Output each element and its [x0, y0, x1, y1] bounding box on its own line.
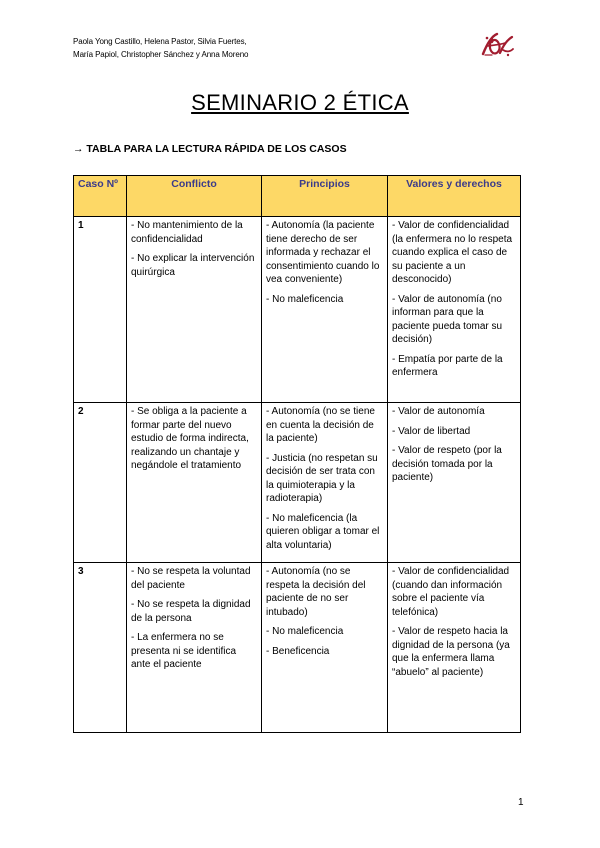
cell-entry: - Beneficencia — [266, 645, 330, 657]
cell-entry: - No mantenimiento de la confidencialidad — [131, 220, 243, 245]
cell-entry: - Autonomía (no se tiene en cuenta la decisión de la paciente) — [266, 406, 375, 444]
authors-line-2: María Papiol, Christopher Sánchez y Anna Moreno — [73, 50, 249, 59]
conflicto-cell — [127, 563, 262, 733]
cell-entry: - Autonomía (no se respeta la decisión del paciente de no ser intubado) — [266, 566, 366, 618]
cell-entry: - No maleficencia (la quieren obligar a tomar el alta voluntaria) — [266, 512, 380, 551]
cell-entry: - Valor de libertad — [392, 425, 471, 437]
page-number: 1 — [518, 797, 524, 808]
authors-block — [73, 35, 333, 61]
cell-entry: - No se respeta la dignidad de la persona — [131, 599, 251, 624]
cell-entry: - Valor de respeto hacia la dignidad de la persona (ya que la enfermera llama “abuelo” al paciente) — [392, 626, 510, 678]
table-row — [74, 217, 521, 403]
column-header-valores: Valores y derechos — [388, 176, 521, 217]
case-number: 1 — [74, 217, 127, 403]
conflicto-cell — [127, 403, 262, 563]
cell-entry: - Valor de autonomía — [392, 406, 485, 417]
table-row — [74, 403, 521, 563]
principios-cell — [262, 563, 388, 733]
principios-cell — [262, 403, 388, 563]
cell-entry: - No explicar la intervención quirúrgica — [131, 253, 255, 278]
table-row — [74, 563, 521, 733]
case-number: 3 — [74, 563, 127, 733]
cell-entry: - Autonomía (la paciente tiene derecho de ser informada y rechazar el consentimiento cuando lo vea conveniente) — [266, 220, 380, 285]
cell-entry: - No maleficencia — [266, 293, 344, 305]
valores-cell — [388, 403, 521, 563]
cases-table — [73, 175, 521, 733]
valores-cell — [388, 217, 521, 403]
cell-entry: - Justicia (no respetan su decisión de ser trata con la quimioterapia y la radioterapia) — [266, 452, 378, 504]
column-header-principios: Principios — [262, 176, 388, 217]
cell-entry: - Se obliga a la paciente a formar parte del nuevo estudio de forma indirecta, realizando un chantaje y negándole el tratamiento — [131, 406, 249, 471]
table-header-row — [74, 176, 521, 217]
university-crest-icon — [479, 30, 515, 58]
valores-cell — [388, 563, 521, 733]
cell-entry: - No maleficencia — [266, 626, 344, 637]
cell-entry: - Valor de confidencialidad (la enfermera no lo respeta cuando explica el caso de su paciente a un desconocido) — [392, 220, 513, 285]
authors-line-1: Paola Yong Castillo, Helena Pastor, Silvia Fuertes, — [73, 37, 247, 46]
cell-entry: - Valor de autonomía (no informan para que la paciente pueda tomar su decisión) — [392, 293, 503, 345]
column-header-conflicto: Conflicto — [127, 176, 262, 217]
case-number: 2 — [74, 403, 127, 563]
cell-entry: - La enfermera no se presenta ni se identifica ante el paciente — [131, 632, 237, 670]
conflicto-cell — [127, 217, 262, 403]
page-title: SEMINARIO 2 ÉTICA — [191, 90, 409, 115]
table-subtitle: → TABLA PARA LA LECTURA RÁPIDA DE LOS CASOS — [73, 143, 347, 155]
column-header-caso: Caso Nº — [74, 176, 127, 217]
principios-cell — [262, 217, 388, 403]
cell-entry: - Valor de confidencialidad (cuando dan información sobre el paciente vía telefónica) — [392, 566, 510, 618]
logo-graphic — [479, 30, 515, 58]
cell-entry: - No se respeta la voluntad del paciente — [131, 566, 251, 591]
cell-entry: - Valor de respeto (por la decisión tomada por la paciente) — [392, 445, 502, 483]
cell-entry: - Empatía por parte de la enfermera — [392, 353, 503, 378]
